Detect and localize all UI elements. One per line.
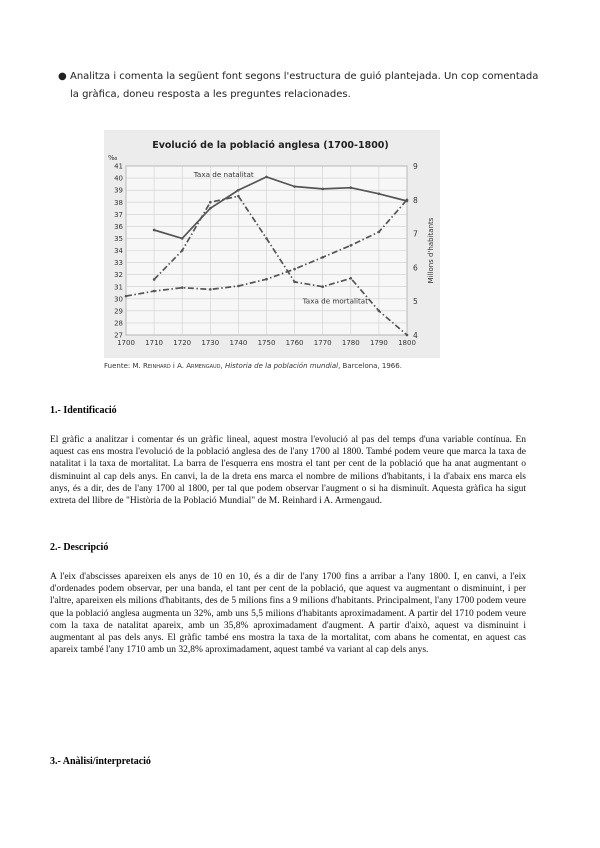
y-right-tick-label: 7 bbox=[413, 229, 418, 239]
source-author-1: Reinhard bbox=[142, 362, 171, 370]
section-text-identificacio: El gràfic a analitzar i comentar és un gràfic lineal, aquest mostra l'evolució al pas del temps d'una variable contínua. En aquest cas ens mostra l'evolució de la població anglesa des de l'any 1700 al 1800. També podem veure que marca la taxa de natalitat i la taxa de mortalitat. La barra de l'esquerra ens mostra el tant per cent de la població que ha anat augmentant o disminuint al cap dels anys. En canvi, la de la dreta ens marca el nombre de milions d'habitants, i la d'abaix ens marca els anys, és a dir, des de l'any 1700 al 1800, per tal que podem observar l'augment o si ha disminuït. Aquesta gràfica ha sigut extreta del llibre de "Història de la Població Mundial" de M. Reinhard i A. Armengaud. bbox=[50, 435, 526, 507]
section-text-descripcio: A l'eix d'abscisses apareixen els anys de 10 en 10, és a dir de l'any 1700 fins a arribar a l'any 1800. I, en canvi, a l'eix d'ordenades podem observar, per una banda, el tant per cent de la població, que aquest va augmentant o disminuint, i per l'altre, apareixen els milions d'habitants, des de 5 milions fins a 9 milions d'habitants. Principalment, l'any 1700 podem veure que la població anglesa augmenta un 32%, amb uns 5,5 milions d'habitants aproximadament. A partir del 1710 podem veure com la taxa de natalitat apareix, amb un 35,8% aproximadament d'augment. A partir d'això, aquest va disminuint i augmentant al pas dels anys. El gràfic també ens mostra la taxa de la mortalitat, com abans he comentat, en aquest cas apareix també l'any 1710 amb un 32,8% aproximadament, aquest també va variant al cap dels anys. bbox=[50, 572, 526, 656]
series-2-point bbox=[237, 285, 240, 288]
y-left-tick-label: 38 bbox=[114, 198, 123, 207]
y-left-tick-label: 37 bbox=[114, 210, 123, 219]
series-1-point bbox=[153, 278, 156, 281]
y-left-tick-label: 34 bbox=[114, 247, 123, 256]
y-left-tick-label: 39 bbox=[114, 186, 123, 195]
series-1-point bbox=[406, 334, 409, 337]
annotation-natalitat: Taxa de natalitat bbox=[193, 169, 254, 179]
y-left-tick-label: 28 bbox=[114, 319, 123, 328]
y-right-tick-label: 5 bbox=[413, 297, 418, 307]
series-0-point bbox=[209, 207, 212, 210]
y-left-tick-label: 41 bbox=[114, 162, 123, 171]
instruction-text: Analitza i comenta la següent font segons l'estructura de guió plantejada. Un cop comentada la gràfica, doneu resposta a les preguntes relacionades. bbox=[70, 71, 539, 100]
x-tick-label: 1720 bbox=[173, 339, 192, 347]
x-tick-label: 1790 bbox=[369, 339, 388, 347]
series-2-point bbox=[378, 231, 381, 234]
chart-title: Evolució de la població anglesa (1700-1800) bbox=[152, 140, 389, 151]
series-1-point bbox=[293, 281, 296, 284]
source-mid: i A. bbox=[170, 362, 187, 370]
x-tick-label: 1750 bbox=[257, 339, 276, 347]
y-left-tick-label: 33 bbox=[114, 259, 123, 268]
series-0-point bbox=[181, 237, 184, 240]
section-title-descripcio: 2.- Descripció bbox=[50, 542, 109, 553]
bullet-icon: ● bbox=[58, 71, 67, 82]
x-tick-label: 1700 bbox=[117, 339, 135, 347]
instruction bbox=[58, 68, 540, 104]
chart-panel bbox=[104, 130, 440, 358]
series-0-point bbox=[321, 188, 324, 191]
y-left-tick-label: 31 bbox=[114, 283, 123, 292]
series-0-point bbox=[153, 229, 156, 232]
y-right-tick-label: 9 bbox=[413, 162, 418, 171]
y-left-tick-label: 40 bbox=[114, 174, 123, 183]
series-2-point bbox=[321, 256, 324, 259]
section-title-identificacio: 1.- Identificació bbox=[50, 405, 117, 416]
x-tick-label: 1760 bbox=[285, 339, 304, 347]
series-0-point bbox=[378, 192, 381, 195]
x-tick-label: 1730 bbox=[201, 339, 220, 347]
series-0-point bbox=[237, 189, 240, 192]
series-2-point bbox=[350, 244, 353, 247]
population-chart bbox=[104, 130, 440, 358]
chart-source bbox=[104, 362, 402, 370]
y-left-unit-label: ‰ bbox=[108, 154, 118, 162]
series-1-point bbox=[181, 249, 184, 252]
source-sep: , bbox=[220, 362, 225, 370]
series-2-point bbox=[406, 199, 409, 202]
series-0-point bbox=[265, 176, 268, 179]
x-tick-label: 1780 bbox=[341, 339, 360, 347]
series-2-point bbox=[125, 295, 128, 298]
source-author-2: Armengaud bbox=[186, 362, 221, 370]
source-prefix: Fuente: M. bbox=[104, 362, 143, 370]
x-tick-label: 1710 bbox=[145, 339, 164, 347]
y-right-tick-label: 6 bbox=[413, 263, 418, 273]
series-1-point bbox=[209, 201, 212, 204]
series-1-point bbox=[237, 195, 240, 198]
y-right-axis-label: Millons d'habitants bbox=[427, 217, 435, 284]
series-2-point bbox=[181, 286, 184, 289]
series-2-point bbox=[265, 278, 268, 281]
annotation-mortalitat: Taxa de mortalitat bbox=[302, 296, 369, 306]
y-left-tick-label: 35 bbox=[114, 235, 123, 244]
series-2-point bbox=[293, 268, 296, 271]
series-1-point bbox=[321, 285, 324, 288]
y-left-tick-label: 27 bbox=[114, 331, 123, 340]
y-left-tick-label: 36 bbox=[114, 222, 123, 231]
x-tick-label: 1770 bbox=[313, 339, 332, 347]
series-0-point bbox=[293, 185, 296, 188]
series-2-point bbox=[209, 288, 212, 291]
y-right-tick-label: 8 bbox=[413, 195, 418, 205]
series-1-point bbox=[265, 237, 268, 240]
source-suffix: , Barcelona, 1966. bbox=[338, 362, 402, 370]
source-book: Historia de la población mundial bbox=[224, 362, 339, 370]
series-1-point bbox=[378, 310, 381, 313]
series-2-point bbox=[153, 290, 156, 293]
series-0-point bbox=[350, 186, 353, 189]
section-title-analisi: 3.- Anàlisi/interpretació bbox=[50, 756, 151, 767]
x-tick-label: 1740 bbox=[229, 339, 248, 347]
y-left-tick-label: 29 bbox=[114, 307, 123, 316]
y-left-tick-label: 30 bbox=[114, 295, 123, 304]
x-tick-label: 1800 bbox=[398, 339, 416, 347]
y-right-tick-label: 4 bbox=[413, 331, 418, 340]
series-1-point bbox=[350, 277, 353, 280]
y-left-tick-label: 32 bbox=[114, 271, 123, 280]
